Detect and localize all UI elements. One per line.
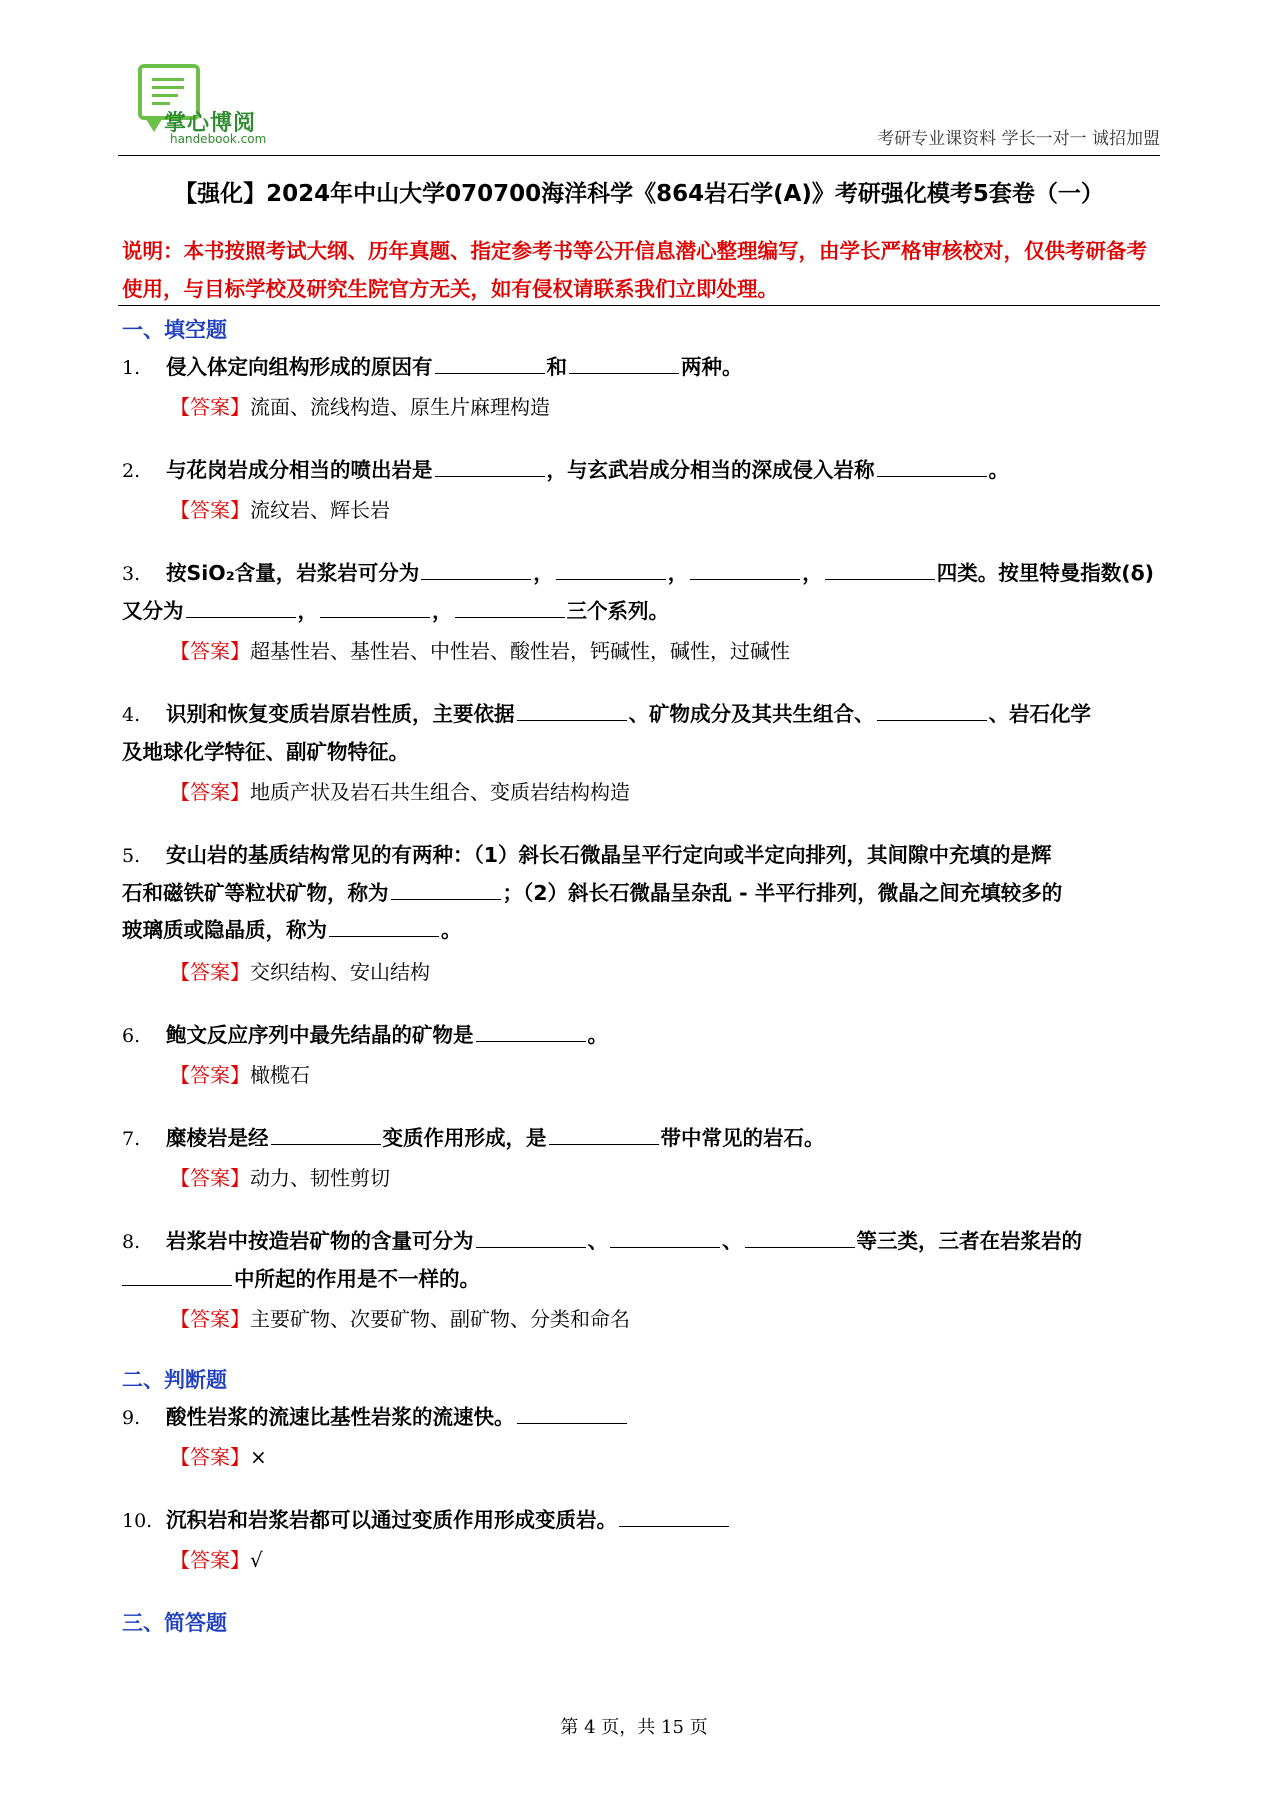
question-text: 鲍文反应序列中最先结晶的矿物是 xyxy=(166,1023,474,1047)
question-text: ，与玄武岩成分相当的深成侵入岩称 xyxy=(546,458,875,482)
answer-text: 流纹岩、辉长岩 xyxy=(250,498,390,522)
answer-blank xyxy=(877,698,987,721)
question-text: ， xyxy=(667,561,689,585)
answer-tag: 【答案】 xyxy=(170,395,250,419)
brand-url: handebook.com xyxy=(170,132,267,146)
answer-blank xyxy=(517,1401,627,1424)
answer-text: 主要矿物、次要矿物、副矿物、分类和命名 xyxy=(250,1307,630,1331)
answer-blank xyxy=(619,1504,729,1527)
answer-3 xyxy=(170,635,790,664)
answer-4 xyxy=(170,776,630,805)
answer-blank xyxy=(122,1263,232,1286)
answer-tag: 【答案】 xyxy=(170,639,250,663)
answer-blank xyxy=(745,1225,855,1248)
answer-blank xyxy=(320,595,430,618)
question-number: 7. xyxy=(122,1128,141,1150)
question-text: 岩浆岩中按造岩矿物的含量可分为 xyxy=(166,1229,474,1253)
question-text: 石和磁铁矿等粒状矿物，称为 xyxy=(122,881,389,905)
question-text: 酸性岩浆的流速比基性岩浆的流速快。 xyxy=(166,1405,515,1429)
question-text: 糜棱岩是经 xyxy=(166,1126,269,1150)
question-text: 侵入体定向组构形成的原因有 xyxy=(166,355,433,379)
question-4 xyxy=(122,696,1160,771)
answer-tag: 【答案】 xyxy=(170,1307,250,1331)
document-title: 【强化】2024年中山大学070700海洋科学《864岩石学(A)》考研强化模考5套卷（一） xyxy=(174,181,1104,207)
answer-blank xyxy=(391,877,501,900)
question-5 xyxy=(122,837,1160,949)
question-text: ， xyxy=(432,599,453,623)
answer-blank xyxy=(329,914,439,937)
answer-blank xyxy=(421,557,531,580)
answer-7 xyxy=(170,1162,390,1191)
question-text: 。 xyxy=(441,918,462,942)
question-text: 四类。按里特曼指数(δ) xyxy=(936,561,1155,585)
question-number: 10. xyxy=(122,1510,153,1532)
answer-text: × xyxy=(250,1445,267,1469)
question-text: 、 xyxy=(587,1229,608,1253)
answer-blank xyxy=(517,698,627,721)
brand-logo xyxy=(134,60,294,152)
question-number: 9. xyxy=(122,1407,141,1429)
answer-blank xyxy=(455,595,565,618)
answer-blank xyxy=(186,595,296,618)
answer-text: 地质产状及岩石共生组合、变质岩结构构造 xyxy=(250,780,630,804)
answer-blank xyxy=(271,1122,381,1145)
question-text: ；（2）斜长石微晶呈杂乱 - 半平行排列，微晶之间充填较多的 xyxy=(502,881,1063,905)
answer-tag: 【答案】 xyxy=(170,498,250,522)
question-text: 和 xyxy=(546,355,567,379)
answer-6 xyxy=(170,1059,310,1088)
question-text: 、 xyxy=(722,1229,743,1253)
question-9 xyxy=(122,1399,1160,1437)
question-number: 3. xyxy=(122,563,141,585)
question-text: 安山岩的基质结构常见的有两种：（1）斜长石微晶呈平行定向或半定向排列，其间隙中充填的是辉 xyxy=(166,843,1052,867)
answer-tag: 【答案】 xyxy=(170,780,250,804)
answer-5 xyxy=(170,956,430,985)
question-text: 变质作用形成，是 xyxy=(382,1126,547,1150)
answer-1 xyxy=(170,391,550,420)
section-heading-short-answer: 三、简答题 xyxy=(122,1611,227,1635)
answer-blank xyxy=(476,1019,586,1042)
question-text: 带中常见的岩石。 xyxy=(660,1126,825,1150)
question-text: 两种。 xyxy=(681,355,743,379)
answer-10 xyxy=(170,1544,263,1573)
question-number: 1. xyxy=(122,357,141,379)
question-text: ， xyxy=(297,599,318,623)
question-text: 三个系列。 xyxy=(566,599,669,623)
question-7 xyxy=(122,1120,1160,1158)
question-2 xyxy=(122,452,1160,490)
question-text: 与花岗岩成分相当的喷出岩是 xyxy=(166,458,433,482)
answer-8 xyxy=(170,1303,630,1332)
question-3 xyxy=(122,555,1160,630)
question-number: 8. xyxy=(122,1231,141,1253)
answer-2 xyxy=(170,494,390,523)
page-number: 第 4 页，共 15 页 xyxy=(560,1717,708,1738)
answer-blank xyxy=(435,454,545,477)
answer-tag: 【答案】 xyxy=(170,960,250,984)
brand-name: 掌心博阅 xyxy=(164,111,257,136)
question-text: 沉积岩和岩浆岩都可以通过变质作用形成变质岩。 xyxy=(166,1508,617,1532)
section-heading-true-false: 二、判断题 xyxy=(122,1368,227,1392)
answer-text: 交织结构、安山结构 xyxy=(250,960,430,984)
question-1 xyxy=(122,349,1160,387)
header-divider xyxy=(118,155,1160,156)
bubble-tail-icon xyxy=(144,116,164,132)
header-tagline: 考研专业课资料 学长一对一 诚招加盟 xyxy=(877,129,1160,149)
answer-text: 流面、流线构造、原生片麻理构造 xyxy=(250,395,550,419)
question-text: 。 xyxy=(988,458,1009,482)
section-heading-fill-blank: 一、填空题 xyxy=(122,318,227,342)
question-text: 识别和恢复变质岩原岩性质，主要依据 xyxy=(166,702,515,726)
answer-blank xyxy=(569,351,679,374)
question-number: 5. xyxy=(122,845,141,867)
notice-divider xyxy=(118,305,1160,306)
question-8 xyxy=(122,1223,1160,1298)
question-text: 。 xyxy=(587,1023,608,1047)
question-text: ， xyxy=(533,561,554,585)
answer-tag: 【答案】 xyxy=(170,1063,250,1087)
answer-text: √ xyxy=(250,1548,263,1572)
answer-blank xyxy=(556,557,666,580)
question-number: 6. xyxy=(122,1025,141,1047)
answer-text: 超基性岩、基性岩、中性岩、酸性岩，钙碱性，碱性，过碱性 xyxy=(250,639,790,663)
question-text: 又分为 xyxy=(122,599,184,623)
answer-blank xyxy=(610,1225,720,1248)
question-text: 玻璃质或隐晶质，称为 xyxy=(122,918,327,942)
answer-text: 动力、韧性剪切 xyxy=(250,1166,390,1190)
answer-text: 橄榄石 xyxy=(250,1063,310,1087)
disclaimer-notice: 说明：本书按照考试大纲、历年真题、指定参考书等公开信息潜心整理编写，由学长严格审核校对，仅供考研备考使用，与目标学校及研究生院官方无关，如有侵权请联系我们立即处理。 xyxy=(122,239,1147,301)
question-text: 、矿物成分及其共生组合、 xyxy=(628,702,875,726)
answer-blank xyxy=(476,1225,586,1248)
question-number: 2. xyxy=(122,460,141,482)
answer-9 xyxy=(170,1441,267,1470)
question-text: ， xyxy=(802,561,823,585)
answer-blank xyxy=(825,557,935,580)
question-text: 及地球化学特征、副矿物特征。 xyxy=(122,740,409,764)
answer-blank xyxy=(877,454,987,477)
question-text: 等三类，三者在岩浆岩的 xyxy=(856,1229,1082,1253)
question-text: 中所起的作用是不一样的。 xyxy=(234,1267,480,1291)
question-10 xyxy=(122,1502,1160,1540)
question-number: 4. xyxy=(122,704,141,726)
question-6 xyxy=(122,1017,1160,1055)
answer-tag: 【答案】 xyxy=(170,1445,250,1469)
answer-blank xyxy=(549,1122,659,1145)
answer-tag: 【答案】 xyxy=(170,1166,250,1190)
question-text: 按SiO₂含量，岩浆岩可分为 xyxy=(166,561,420,585)
answer-tag: 【答案】 xyxy=(170,1548,250,1572)
answer-blank xyxy=(690,557,800,580)
question-text: 、岩石化学 xyxy=(988,702,1091,726)
answer-blank xyxy=(435,351,545,374)
